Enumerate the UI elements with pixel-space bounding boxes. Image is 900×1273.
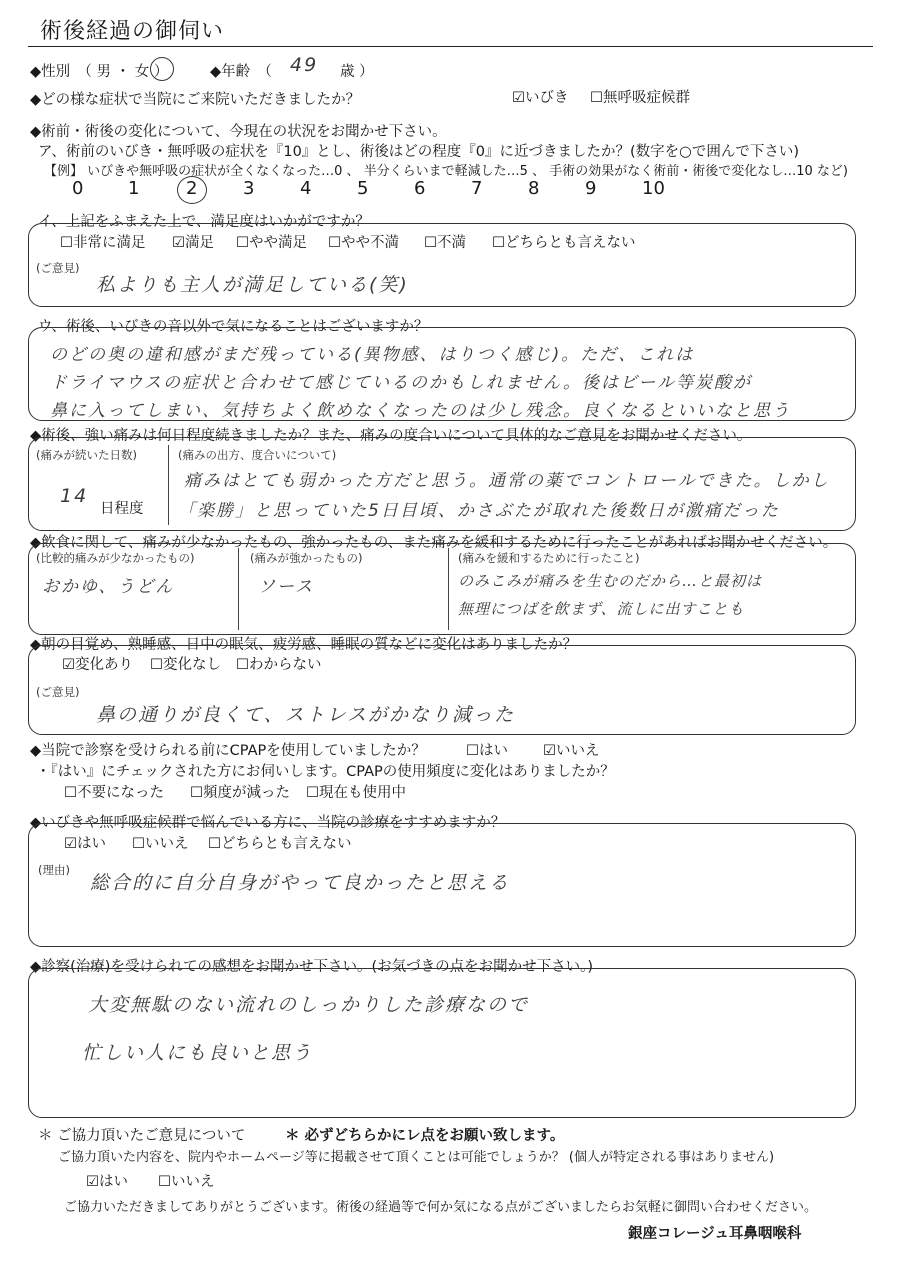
- scale-selected-circle: [177, 176, 207, 204]
- scale-option-7[interactable]: 7: [471, 178, 483, 199]
- other-question: ウ、術後、いびきの音以外で気になることはございますか？: [38, 319, 429, 335]
- food-relief-line-1: のみこみが痛みを生むのだから…と最初は: [458, 572, 763, 590]
- recommend-option[interactable]: ☑はい: [64, 836, 106, 852]
- satisfaction-question: イ、上記をふまえた上で、満足度はいかがですか？: [38, 214, 370, 230]
- food-relief-line-2: 無理につばを飲まず、流しに出すことも: [458, 600, 745, 618]
- recommend-option[interactable]: ☐いいえ: [132, 836, 189, 852]
- age-label: ◆年齢 （: [210, 64, 272, 80]
- footer-thanks: ご協力いただきましてありがとうございます。術後の経過等で何か気になる点がございましたらお気軽に御問い合わせください。: [64, 1200, 817, 1215]
- food-separator-2: [448, 548, 449, 630]
- cpap-question: ◆当院で診察を受けられる前にCPAPを使用していましたか？: [30, 743, 426, 759]
- morning-option[interactable]: ☐変化なし: [150, 657, 221, 673]
- food-less-label: (比較的痛みが少なかったもの): [36, 551, 195, 565]
- footer-heading-b: ＊ 必ずどちらかにレ点をお願い致します。: [285, 1128, 565, 1144]
- impression-line-2: 忙しい人にも良いと思う: [82, 1042, 314, 1064]
- food-question: ◆飲食に関して、痛みが少なかったもの、強かったもの、また痛みを緩和するために行ったことがあればお聞かせください。: [30, 535, 838, 551]
- recommend-option[interactable]: ☐どちらとも言えない: [208, 836, 352, 852]
- consent-no-checkbox[interactable]: ☐いいえ: [158, 1174, 215, 1190]
- pain-days-value: 14: [60, 485, 89, 507]
- pain-days-label: (痛みが続いた日数): [36, 448, 137, 462]
- morning-question: ◆朝の目覚め、熟睡感、日中の眠気、疲労感、睡眠の質などに変化はありましたか？: [30, 637, 578, 653]
- scale-option-2[interactable]: 2: [186, 178, 198, 199]
- pain-days-unit: 日程度: [100, 501, 144, 517]
- pain-degree-line-1: 痛みはとても弱かった方だと思う。通常の薬でコントロールできた。しかし: [184, 471, 830, 491]
- impression-question: ◆診察(治療)を受けられての感想をお聞かせ下さい。(お気づきの点をお聞かせ下さい。): [30, 959, 594, 975]
- pain-question: ◆術後、強い痛みは何日程度続きましたか？また、痛みの度合いについて具体的なご意見をお聞かせください。: [30, 428, 752, 444]
- food-less-value: おかゆ、うどん: [42, 577, 175, 597]
- change-sub-a: ア、術前のいびき・無呼吸の症状を『10』とし、術後はどの程度『0』に近づきましたか？(数字を○で囲んで下さい): [38, 144, 799, 160]
- symptom-snoring-checkbox[interactable]: ☑いびき: [512, 90, 569, 106]
- page-title: 術後経過の御伺い: [40, 19, 225, 44]
- satisfaction-opinion: 私よりも主人が満足している(笑): [96, 274, 409, 296]
- pain-separator: [168, 445, 169, 525]
- satisfaction-option[interactable]: ☑満足: [172, 235, 214, 251]
- symptom-question: ◆どの様な症状で当院にご来院いただきましたか？: [30, 92, 361, 108]
- scale-option-5[interactable]: 5: [357, 178, 369, 199]
- recommend-reason: 総合的に自分自身がやって良かったと思える: [90, 872, 511, 894]
- pain-degree-label: (痛みの出方、度合いについて): [178, 448, 337, 462]
- food-strong-label: (痛みが強かったもの): [250, 551, 363, 565]
- food-separator-1: [238, 548, 239, 630]
- food-relief-label: (痛みを緩和するために行ったこと): [458, 551, 640, 565]
- other-line-3: 鼻に入ってしまい、気持ちよく飲めなくなったのは少し残念。良くなるといいなと思う: [50, 401, 791, 421]
- gender-selected-circle: [150, 57, 174, 81]
- change-example: 【例】 いびきや無呼吸の症状が全くなくなった…0 、 半分くらいまで軽減した…5 、 手術の効果がなく術前・術後で変化なし…10 など): [44, 164, 848, 179]
- scale-option-1[interactable]: 1: [128, 178, 140, 199]
- cpap-followup-option[interactable]: ☐頻度が減った: [190, 785, 290, 801]
- recommend-reason-label: (理由): [38, 863, 70, 877]
- scale-option-0[interactable]: 0: [72, 178, 84, 199]
- cpap-yes-checkbox[interactable]: ☐はい: [466, 743, 508, 759]
- scale-option-9[interactable]: 9: [585, 178, 597, 199]
- scale-option-4[interactable]: 4: [300, 178, 312, 199]
- food-strong-value: ソース: [258, 577, 315, 597]
- pain-degree-line-2: 「楽勝」と思っていた5日目頃、かさぶたが取れた後数日が激痛だった: [178, 501, 780, 521]
- change-question: ◆術前・術後の変化について、今現在の状況をお聞かせ下さい。: [30, 124, 447, 140]
- clinic-name: 銀座コレージュ耳鼻咽喉科: [628, 1226, 802, 1242]
- scale-option-10[interactable]: 10: [642, 178, 665, 199]
- scale-option-6[interactable]: 6: [414, 178, 426, 199]
- other-line-2: ドライマウスの症状と合わせて感じているのかもしれません。後はビール等炭酸が: [50, 373, 752, 393]
- footer-heading-a: ＊ ご協力頂いたご意見について: [38, 1128, 246, 1144]
- satisfaction-option[interactable]: ☐やや不満: [328, 235, 399, 251]
- morning-option[interactable]: ☐わからない: [236, 657, 322, 673]
- satisfaction-option[interactable]: ☐どちらとも言えない: [492, 235, 636, 251]
- satisfaction-option[interactable]: ☐非常に満足: [60, 235, 146, 251]
- cpap-followup-option[interactable]: ☐現在も使用中: [306, 785, 406, 801]
- footer-consent-question: ご協力頂いた内容を、院内やホームページ等に掲載させて頂くことは可能でしょうか？ (個人が特定される事はありません): [58, 1150, 775, 1165]
- scale-option-8[interactable]: 8: [528, 178, 540, 199]
- consent-yes-checkbox[interactable]: ☑はい: [86, 1174, 128, 1190]
- title-divider: [28, 46, 873, 47]
- symptom-apnea-checkbox[interactable]: ☐無呼吸症候群: [590, 90, 690, 106]
- morning-opinion: 鼻の通りが良くて、ストレスがかなり減った: [96, 704, 516, 726]
- scale-option-3[interactable]: 3: [243, 178, 255, 199]
- morning-opinion-label: (ご意見): [36, 685, 80, 699]
- cpap-followup: ・『はい』にチェックされた方にお伺いします。CPAPの使用頻度に変化はありましたか？: [36, 764, 615, 780]
- age-value: 49: [290, 54, 319, 76]
- satisfaction-option[interactable]: ☐不満: [424, 235, 466, 251]
- satisfaction-opinion-label: (ご意見): [36, 261, 80, 275]
- cpap-followup-option[interactable]: ☐不要になった: [64, 785, 164, 801]
- gender-line: ◆性別 （ 男 ・ 女 ）: [30, 64, 169, 80]
- recommend-question: ◆いびきや無呼吸症候群で悩んでいる方に、当院の診療をすすめますか？: [30, 815, 506, 831]
- impression-line-1: 大変無駄のない流れのしっかりした診療なので: [88, 994, 530, 1016]
- age-unit: 歳 ）: [340, 64, 374, 80]
- cpap-no-checkbox[interactable]: ☑いいえ: [543, 743, 600, 759]
- satisfaction-option[interactable]: ☐やや満足: [236, 235, 307, 251]
- other-line-1: のどの奥の違和感がまだ残っている(異物感、はりつく感じ)。ただ、これは: [50, 345, 695, 365]
- morning-option[interactable]: ☑変化あり: [62, 657, 133, 673]
